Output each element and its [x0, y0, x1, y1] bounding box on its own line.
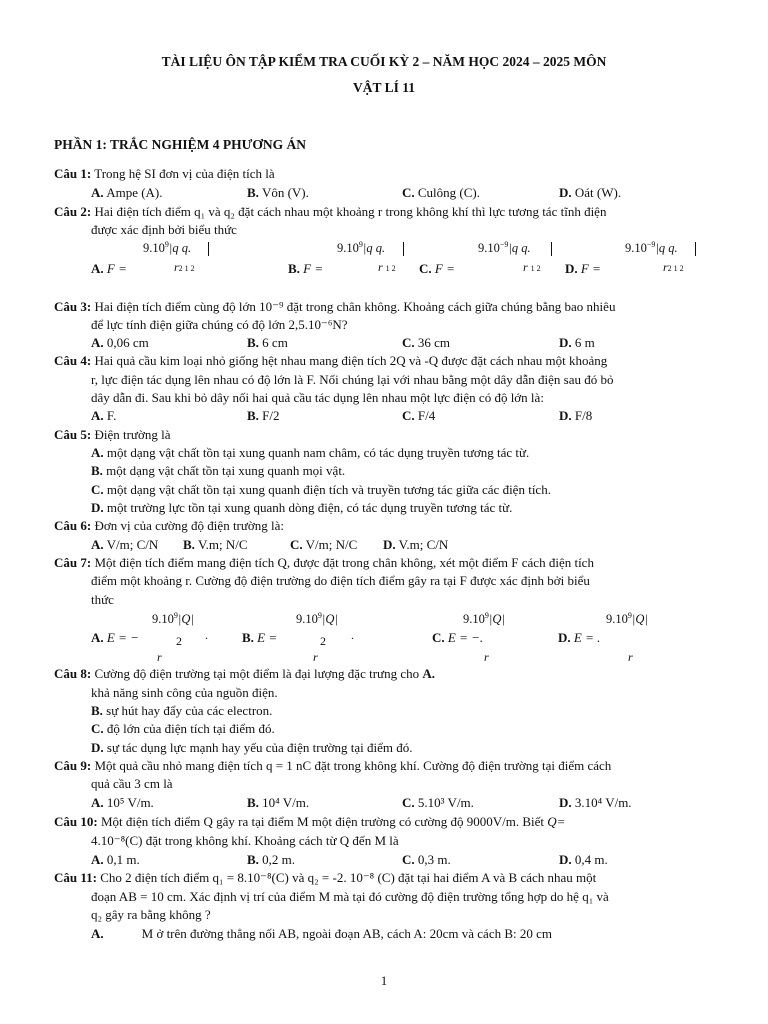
q3-option-b[interactable]: B. 6 cm — [247, 335, 288, 350]
question-6: Câu 6: Đơn vị của cường độ điện trường là: — [54, 518, 285, 533]
q3-option-a[interactable]: A. 0,06 cm — [91, 335, 149, 350]
q5-option-a[interactable]: A. một dạng vật chất tồn tại xung quanh nam châm, có tác dụng truyền tương tác từ. — [91, 445, 530, 460]
q7-b-den-sub: 2 — [320, 634, 326, 648]
q2-option-c[interactable]: C. F = — [419, 261, 455, 276]
q4-option-d[interactable]: D. F/8 — [559, 408, 593, 423]
q7-option-d[interactable]: D. E = . — [558, 630, 601, 645]
q4-option-c[interactable]: C. F/4 — [402, 408, 436, 423]
question-11-line-3: q₂ gây ra bằng không ? — [91, 907, 211, 922]
q1-option-b[interactable]: B. Vôn (V). — [247, 185, 309, 200]
q6-option-d[interactable]: D. V.m; C/N — [383, 537, 449, 552]
question-4-line-2: r, lực điện tác dụng lên nhau có độ lớn là F. Nối chúng lại với nhau bằng một dây dẫn điện sau đó bỏ — [91, 372, 614, 387]
q8-option-c[interactable]: C. độ lớn của điện tích tại điểm đó. — [91, 721, 275, 736]
q8-option-a[interactable]: khả năng sinh công của nguồn điện. — [91, 685, 278, 700]
q4-option-a[interactable]: A. F. — [91, 408, 117, 423]
question-1 — [54, 166, 275, 182]
q5-option-d[interactable]: D. một trường lực tồn tại xung quanh dòng điện, có tác dụng truyền tương tác từ. — [91, 500, 513, 515]
q6-option-b[interactable]: B. V.m; N/C — [183, 537, 248, 552]
q7-a-denominator: r — [157, 650, 162, 664]
q7-a-numerator: 9.10$^9$|Q| — [152, 611, 194, 627]
q10-option-a[interactable]: A. 0,1 m. — [91, 852, 140, 867]
question-10: Câu 10: Một điện tích điểm Q gây ra tại điểm M một điện trường có cường độ 9000V/m. Biết Q= — [54, 814, 566, 829]
q9-option-a[interactable]: A. 10⁵ V/m. — [91, 795, 154, 810]
question-3: Câu 3: Hai điện tích điểm cùng độ lớn 10⁻⁹ đặt trong chân không. Khoảng cách giữa chúng bằng bao nhiêu — [54, 299, 616, 314]
q10-option-c[interactable]: C. 0,3 m. — [402, 852, 451, 867]
q2-option-a[interactable]: A. F = — [91, 261, 127, 276]
q8-option-b[interactable]: B. sự hút hay đẩy của các electron. — [91, 703, 273, 718]
q7-option-b[interactable]: B. E = — [242, 630, 278, 645]
q4-option-b[interactable]: B. F/2 — [247, 408, 280, 423]
question-4: Câu 4: Hai quả cầu kim loại nhỏ giống hệt nhau mang điện tích 2Q và -Q được đặt cách nhau một khoảng — [54, 353, 608, 368]
q1-option-a[interactable]: A. Ampe (A). — [91, 185, 163, 200]
q5-option-b[interactable]: B. một dạng vật chất tồn tại xung quanh mọi vật. — [91, 463, 346, 478]
q2-b-numerator: 9.10$^9$|q q. — [337, 240, 386, 256]
q7-c-denominator: r — [484, 650, 489, 664]
q1-option-c[interactable]: C. Culông (C). — [402, 185, 481, 200]
q6-option-c[interactable]: C. V/m; N/C — [290, 537, 358, 552]
question-11: Câu 11: Cho 2 điện tích điểm q₁ = 8.10⁻⁸(C) và q₂ = -2. 10⁻⁸ (C) đặt tại hai điểm A và B cách nhau một — [54, 870, 597, 885]
question-9: Câu 9: Một quả cầu nhỏ mang điện tích q = 1 nC đặt trong không khí. Cường độ điện trường tại điểm cách — [54, 758, 612, 773]
q7-d-denominator: r — [628, 650, 633, 664]
document-page: TÀI LIỆU ÔN TẬP KIỂM TRA CUỐI KỲ 2 – NĂM HỌC 2024 – 2025 MÔN VẬT LÍ 11 PHẦN 1: TRẮC NGHIỆM 4 PHƯƠNG ÁN Câu 1: Trong hệ SI đơn vị của điện tích là A. Ampe (A). B. Vôn (V). C. Culông (C). D. Oát (W). Câu 2: Hai điện tích điểm q₁ và q₂ đặt cách nhau một khoảng r trong không khí thì lực tương tác tĩnh điện được xác định bởi biểu thức 9.10$^9$|q q. A. F = r2 1 2 9.10$^9$|q q. B. F = r 1 2 $9.10^{-9}|q$ q. C. F = r 1 2 $9.10^{-9}|q$ q. D. F = r2 1 2 Câu 3: Hai điện tích điểm cùng độ lớn 10⁻⁹ đặt trong chân không. Khoảng cách giữa chúng bằng bao nhiêu để lực tính điện giữa chúng có độ lớn 2,5.10⁻⁶N? A. 0,06 cm B. 6 cm C. 36 cm D. 6 m Câu 4: Hai quả cầu kim loại nhỏ giống hệt nhau mang điện tích 2Q và -Q được đặt cách nhau một khoảng r, lực điện tác dụng lên nhau có độ lớn là F. Nối chúng lại với nhau bằng một dây dẫn điện sau đó bỏ dây dẫn đi. Sau khi bỏ dây nối hai quả cầu tác dụng lên nhau một lực điện có độ lớn là: A. F. B. F/2 C. F/4 D. F/8 Câu 5: Điện trường là A. một dạng vật chất tồn tại xung quanh nam châm, có tác dụng truyền tương tác từ. B. một dạng vật chất tồn tại xung quanh mọi vật. C. một dạng vật chất tồn tại xung quanh điện tích và truyền tương tác giữa các điện tích. D. một trường lực tồn tại xung quanh dòng điện, có tác dụng truyền tương tác từ. Câu 6: Đơn vị của cường độ điện trường là: A. V/m; C/N B. V.m; N/C C. V/m; N/C D. V.m; C/N Câu 7: Một điện tích điểm mang điện tích Q, được đặt trong chân không, xét một điểm F cách điện tích điểm một khoảng r. Cường độ điện trường do điện tích điểm gây ra tại F được xác định bởi biểu thức 9.10$^9$|Q| A. E = − 2 . r 9.10$^9$|Q| B. E = 2 . r 9.10$^9$|Q| C. E = −. r 9.10$^9$|Q| D. E = . r Câu 8: Cường độ điện trường tại một điểm là đại lượng đặc trưng cho A. khả năng sinh công của nguồn điện. B. sự hút hay đẩy của các electron. C. độ lớn của điện tích tại điểm đó. D. sự tác dụng lực mạnh hay yếu của điện trường tại điểm đó. Câu 9: Một quả cầu nhỏ mang điện tích q = 1 nC đặt trong không khí. Cường độ điện trường tại điểm cách quả cầu 3 cm là A. 10⁵ V/m. B. 10⁴ V/m. C. 5.10³ V/m. D. 3.10⁴ V/m. Câu 10: Một điện tích điểm Q gây ra tại điểm M một điện trường có cường độ 9000V/m. Biết Q= 4.10⁻⁸(C) đặt trong không khí. Khoảng cách từ Q đến M là A. 0,1 m. B. 0,2 m. C. 0,3 m. D. 0,4 m. Câu 11: Cho 2 điện tích điểm q₁ = 8.10⁻⁸(C) và q₂ = -2. 10⁻⁸ (C) đặt tại hai điểm A và B cách nhau một đoạn AB = 10 cm. Xác định vị trí của điểm M mà tại đó cường độ điện trường tổng hợp do hệ q₁ và q₂ gây ra bằng không ? A. M ở trên đường thẳng nối AB, ngoài đoạn AB, cách A: 20cm và cách B: 20 cm 1 — [0, 0, 768, 1024]
question-2: Câu 2: Hai điện tích điểm q₁ và q₂ đặt cách nhau một khoảng r trong không khí thì lực tương tác tĩnh điện — [54, 204, 607, 219]
document-title-line-1: TÀI LIỆU ÔN TẬP KIỂM TRA CUỐI KỲ 2 – NĂM HỌC 2024 – 2025 MÔN — [161, 54, 607, 69]
q2-option-d[interactable]: D. F = — [565, 261, 601, 276]
question-9-line-2: quả cầu 3 cm là — [91, 776, 173, 791]
q10-option-d[interactable]: D. 0,4 m. — [559, 852, 608, 867]
question-label: Câu 1: — [54, 166, 92, 181]
q7-d-numerator: 9.10$^9$|Q| — [606, 611, 648, 627]
q2-c-numerator: $9.10^{-9}|q$ q. — [478, 240, 531, 256]
question-4-line-3: dây dẫn đi. Sau khi bỏ dây nối hai quả cầu tác dụng lên nhau một lực điện có độ lớn là: — [91, 390, 544, 405]
q2-c-denominator: r 1 2 — [523, 260, 541, 274]
question-10-line-2: 4.10⁻⁸(C) đặt trong không khí. Khoảng cách từ Q đến M là — [91, 833, 399, 848]
q2-d-denominator: r2 1 2 — [663, 260, 684, 274]
q2-b-denominator: r 1 2 — [378, 260, 396, 274]
question-11-line-2: đoạn AB = 10 cm. Xác định vị trí của điểm M mà tại đó cường độ điện trường tổng hợp do hệ q₁ và — [91, 889, 609, 904]
question-2-line-2: được xác định bởi biểu thức — [91, 222, 237, 237]
question-text: Trong hệ SI đơn vị của điện tích là — [91, 166, 275, 181]
q7-b-numerator: 9.10$^9$|Q| — [296, 611, 338, 627]
page-number: 1 — [380, 973, 388, 988]
question-5: Câu 5: Điện trường là — [54, 427, 171, 442]
q7-a-den-sub: 2 — [176, 634, 182, 648]
q2-a-denominator: r2 1 2 — [174, 260, 195, 274]
q3-option-c[interactable]: C. 36 cm — [402, 335, 451, 350]
q7-b-denominator: r — [313, 650, 318, 664]
q2-d-numerator: $9.10^{-9}|q$ q. — [625, 240, 678, 256]
question-7-line-3: thức — [91, 592, 114, 607]
q6-option-a[interactable]: A. V/m; C/N — [91, 537, 159, 552]
q7-c-numerator: 9.10$^9$|Q| — [463, 611, 505, 627]
q2-a-numerator: 9.10$^9$|q q. — [143, 240, 192, 256]
q11-option-a[interactable]: A. M ở trên đường thẳng nối AB, ngoài đoạn AB, cách A: 20cm và cách B: 20 cm — [91, 926, 553, 941]
section-heading: PHẦN 1: TRẮC NGHIỆM 4 PHƯƠNG ÁN — [54, 137, 306, 152]
document-title-line-2: VẬT LÍ 11 — [352, 80, 416, 95]
q1-option-d[interactable]: D. Oát (W). — [559, 185, 622, 200]
q5-option-c[interactable]: C. một dạng vật chất tồn tại xung quanh điện tích và truyền tương tác giữa các điện tích. — [91, 482, 551, 497]
q2-option-b[interactable]: B. F = — [288, 261, 324, 276]
q9-option-d[interactable]: D. 3.10⁴ V/m. — [559, 795, 632, 810]
question-7: Câu 7: Một điện tích điểm mang điện tích Q, được đặt trong chân không, xét một điểm F cách điện tích — [54, 555, 594, 570]
q9-option-b[interactable]: B. 10⁴ V/m. — [247, 795, 310, 810]
question-8: Câu 8: Cường độ điện trường tại một điểm là đại lượng đặc trưng cho A. — [54, 666, 435, 681]
question-3-line-2: để lực tính điện giữa chúng có độ lớn 2,5.10⁻⁶N? — [91, 317, 348, 332]
q7-option-c[interactable]: C. E = −. — [432, 630, 484, 645]
q8-option-d[interactable]: D. sự tác dụng lực mạnh hay yếu của điện trường tại điểm đó. — [91, 740, 413, 755]
q10-option-b[interactable]: B. 0,2 m. — [247, 852, 296, 867]
q3-option-d[interactable]: D. 6 m — [559, 335, 595, 350]
q9-option-c[interactable]: C. 5.10³ V/m. — [402, 795, 474, 810]
q7-option-a[interactable]: A. E = − — [91, 630, 139, 645]
question-7-line-2: điểm một khoảng r. Cường độ điện trường do điện tích điểm gây ra tại F được xác định bởi biểu — [91, 573, 590, 588]
